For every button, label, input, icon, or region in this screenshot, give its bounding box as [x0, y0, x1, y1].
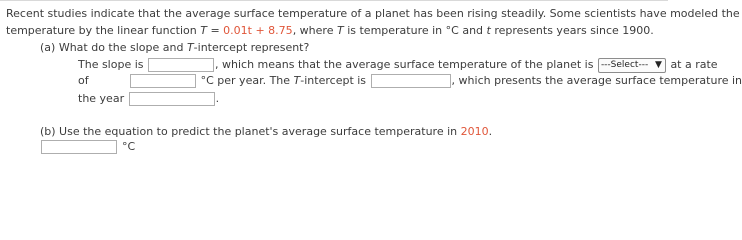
of-label: of — [78, 74, 89, 87]
per-year-text: °C per year. The — [200, 74, 294, 87]
at-rate-text: at a rate — [670, 58, 718, 71]
equation-rhs: 0.01t + 8.75 — [223, 24, 293, 37]
var-t: t — [486, 24, 491, 37]
presents-text: , which presents the average surface temperature in — [451, 74, 742, 87]
intercept-input[interactable] — [371, 74, 451, 88]
year-period: . — [215, 92, 220, 105]
var-T-parta: T — [186, 41, 194, 54]
meaning-text: , which means that the average surface temperature of the planet is — [215, 58, 594, 71]
part-a-prompt-prefix: (a) What do the slope and — [40, 41, 187, 54]
intro-line2-suffix: represents years since 1900. — [490, 24, 654, 37]
var-T-2: T — [336, 24, 344, 37]
top-divider — [0, 0, 668, 1]
temperature-unit: °C — [122, 140, 136, 153]
intro-line-2 — [6, 22, 666, 39]
year-label: the year — [78, 92, 125, 105]
part-b-year: 2010 — [460, 125, 489, 138]
intro-line2-prefix: temperature by the linear function — [6, 24, 201, 37]
temperature-input[interactable] — [41, 140, 117, 154]
intro-line2-mid: , where — [292, 24, 337, 37]
part-a-prompt — [40, 40, 309, 56]
var-T-intercept: T — [293, 74, 301, 87]
slope-label: The slope is — [78, 58, 144, 71]
part-b-prompt-prefix: (b) Use the equation to predict the planet's average surface temperature in — [40, 125, 461, 138]
part-a-prompt-suffix: -intercept represent? — [193, 41, 310, 54]
slope-input[interactable] — [148, 58, 214, 72]
intro-line2-mid2: is temperature in °C and — [343, 24, 487, 37]
year-input[interactable] — [129, 92, 215, 106]
direction-select-value: ---Select--- — [600, 59, 649, 70]
intro-line-1: Recent studies indicate that the average surface temperature of a planet has been rising steadily. Some scientists have modeled the — [6, 7, 740, 20]
rate-input[interactable] — [130, 74, 196, 88]
chevron-down-icon: ▼ — [655, 59, 662, 70]
part-a-row-3 — [78, 90, 219, 108]
intercept-label: -intercept is — [300, 74, 367, 87]
part-b-row — [40, 138, 135, 156]
direction-select[interactable] — [598, 58, 666, 73]
part-a-row-2 — [78, 72, 742, 90]
part-b-prompt-suffix: . — [488, 125, 493, 138]
equals-sign: = — [206, 24, 224, 37]
problem-statement — [6, 5, 740, 39]
var-T: T — [200, 24, 207, 37]
